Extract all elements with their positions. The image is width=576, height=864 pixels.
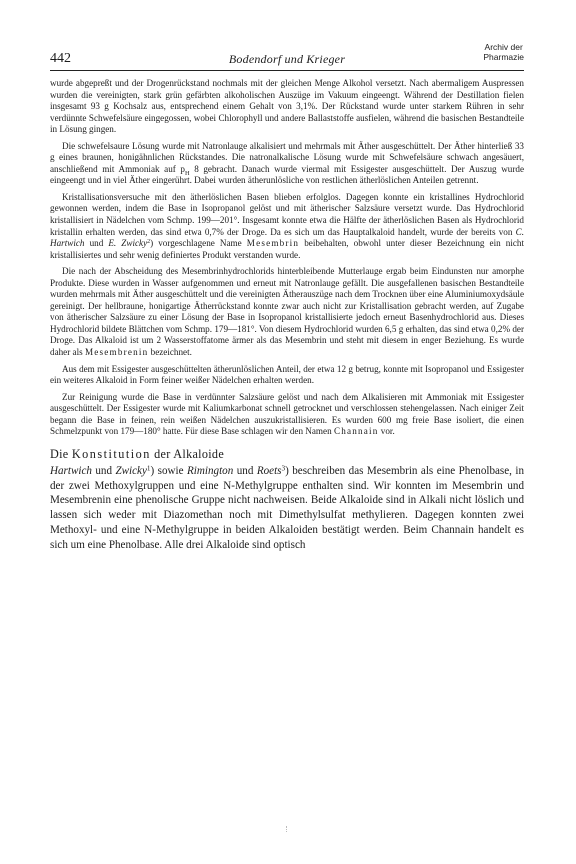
- paragraph-3: Kristallisationsversuche mit den ätherlöslichen Basen blieben erfolglos. Dagegen konnte ein kristallines Hydrochlorid gewonnen werden, indem die Base in Isopropanol gelöst und mit ätherischer Salzsäure versetzt wurde. Das Hydrochlorid kristallisiert in Nädelchen vom Schmp. 199—201°. Insgesamt konnte etwa die Hälfte der ätherlöslichen Basen als Hydrochlorid kristallin erhalten werden, das sind etwa 0,7% der Droge. Da es sich um das Hauptalkaloid handelt, wurde der bereits von C. Hartwich und E. Zwicky$^2$) vorgeschlagene Name Mesembrin beibehalten, obwohl unter dieser Bezeichnung ein nicht kristallisiertes und sehr wenig definiertes Produkt verstanden wurde.: [50, 191, 525, 260]
- author-name: Hartwich: [50, 464, 92, 477]
- paragraph-5: Aus dem mit Essigester ausgeschüttelten ätherunlöslichen Anteil, der etwa 12 g betrug, konnte mit Isopropanol und Essigester ein weiteres Alkaloid in Form feiner weißer Nädelchen erhalten werden.: [50, 363, 524, 386]
- author-name: E. Zwicky: [108, 238, 148, 249]
- experimental-section: [50, 78, 524, 438]
- paragraph-6: Zur Reinigung wurde die Base in verdünnter Salzsäure gelöst und nach dem Alkalisieren mit Ammoniak mit Essigester ausgeschüttelt. Der Essigester wurde mit Kaliumkarbonat schnell getrocknet und verschlossen stehengelassen. Nach einiger Zeit begann die Base in feinen, rein weißen Nädelchen auszukristallisieren. Es wurden 600 mg freie Base isoliert, die einen Schmelzpunkt von 179—180° hatte. Für diese Base schlagen wir den Namen Channain vor.: [50, 391, 524, 437]
- journal-line-1: Archiv der: [484, 42, 523, 52]
- running-title: Bodendorf und Krieger: [228, 52, 346, 66]
- paragraph-4: Die nach der Abscheidung des Mesembrinhydrochlorids hinterbleibende Mutterlauge ergab beim Eindunsten nur amorphe Produkte. Diese wurden in Wasser aufgenommen und erneut mit Natronlauge gefällt. Die ausgefallenen basischen Bestandteile wurden mehrmals mit Äther ausgeschüttelt und die vereinigten Ätherauszüge nach dem Trocknen über eine Aluminiumoxydsäule gereinigt. Der hellbraune, honigartige Ätherrückstand konnte zwar auch nicht zur Kristallisation gebracht werden, auf Zugabe von ätherischer Salzsäure zu einer Lösung der Base in Isopropanol kristallisierte jedoch erneut Basenhydrochlorid aus. Dieses Hydrochlorid bildete Blättchen vom Schmp. 179—181°. Von diesem Hydrochlorid wurden 6,5 g erhalten, das sind etwa 0,2% der Droge. Das Alkaloid ist um 2 Wasserstoffatome ärmer als das Mesembrin und steht mit diesem in enger Beziehung. Es wurde daher als Mesembrenin bezeichnet.: [50, 266, 524, 358]
- constitution-section: [50, 464, 524, 553]
- paragraph-7: Hartwich und Zwicky$^1$) sowie Rimington und Roets$^3$) beschreiben das Mesembrin als eine Phenolbase, in der zwei Methoxylgruppen und eine N-Methylgruppe enthalten sind. Wir konnten im Mesembrin und Mesembrenin eine phenolische Gruppe nicht nachweisen. Beide Alkaloide sind in Alkali nicht löslich und lassen sich weder mit Diazomethan noch mit Dimethylsulfat methylieren. Dagegen konnten zwei Methoxyl- und eine N-Methylgruppe in beiden Alkaloiden bestätigt werden. Beim Channain handelt es sich um eine Phenolbase. Alle drei Alkaloide sind optisch: [50, 464, 525, 551]
- alkaloid-name: Mesembrin: [246, 238, 300, 249]
- reference-marker: 1: [146, 464, 151, 473]
- author-name: C. Hartwich: [50, 226, 524, 249]
- journal-name: [483, 43, 524, 62]
- alkaloid-name: Channain: [333, 426, 379, 437]
- paragraph-2: Die schwefelsaure Lösung wurde mit Natronlauge alkalisiert und mehrmals mit Äther ausgeschüttelt. Der Äther hinterließ 33 g eines braunen, honigähnlichen Rückstandes. Die natronalkalische Lösung wurde mit Schwefelsäure schwach angesäuert, anschließend mit Ammoniak auf $p_H$ 8 gebracht. Danach wurde viermal mit Essigester ausgeschüttelt. Der Auszug wurde eingeengt und in viel Äther eingerührt. Dabei wurden ätherunlösliche von restlichen ätherlöslichen Anteilen getrennt.: [50, 140, 525, 186]
- paragraph-1: wurde abgepreßt und der Drogenrückstand nochmals mit der gleichen Menge Alkohol versetzt. Nach abermaligem Auspressen wurden die vereinigten, stark grün gefärbten alkoholischen Auszüge im Vakuum eingeengt. Während der Destillation fielen insgesamt 93 g Kochsalz aus, entsprechend einem Gehalt von 3,1%. Der Rückstand wurde unter starkem Rühren in sehr verdünnte Schwefelsäure eingegossen, wobei Chlorophyll und andere Ballaststoffe ausfielen, während die basischen Bestandteile in Lösung gingen.: [50, 78, 524, 135]
- author-name: Zwicky: [115, 464, 147, 477]
- author-name: Roets: [256, 464, 282, 477]
- page-number: 442: [50, 51, 71, 66]
- alkaloid-name: Mesembrenin: [84, 347, 149, 358]
- reference-marker: 3: [281, 464, 286, 473]
- reference-marker: 2: [147, 239, 151, 246]
- page-dot-mark: [286, 826, 289, 832]
- page-header: [50, 40, 524, 71]
- section-heading: Die Konstitution der Alkaloide: [50, 446, 225, 461]
- document-page: [50, 40, 524, 553]
- author-name: Rimington: [187, 464, 234, 477]
- journal-line-2: Pharmazie: [483, 51, 524, 62]
